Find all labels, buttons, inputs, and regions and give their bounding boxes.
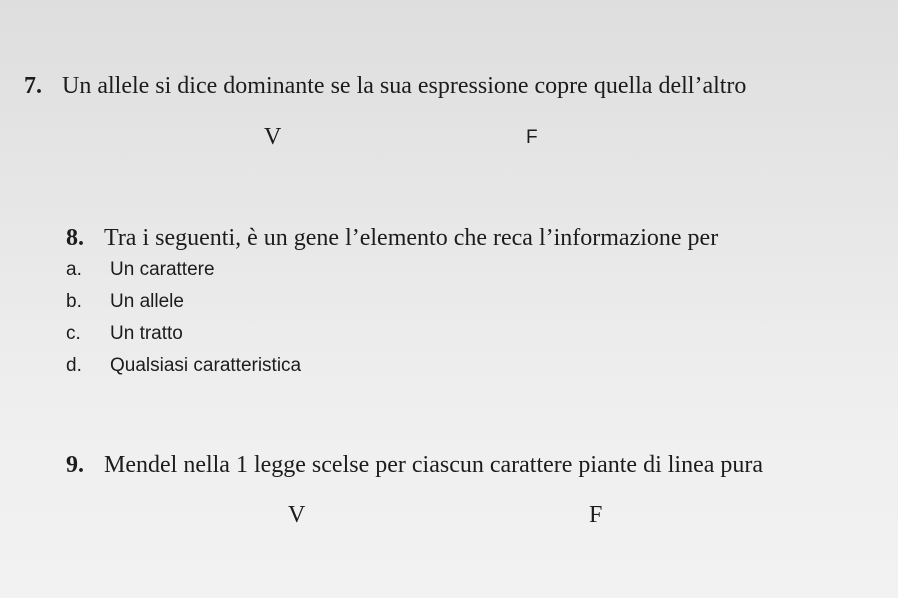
option-d[interactable] bbox=[66, 355, 301, 377]
question-9 bbox=[66, 452, 763, 479]
question-9-true-option[interactable]: V bbox=[288, 502, 306, 528]
question-8-number: 8. bbox=[66, 225, 84, 251]
option-b-text: Un allele bbox=[110, 291, 184, 312]
option-a-letter: a. bbox=[66, 259, 82, 280]
question-7 bbox=[24, 73, 746, 100]
question-7-text: Un allele si dice dominante se la sua espressione copre quella dell’altro bbox=[62, 73, 747, 99]
option-d-text: Qualsiasi caratteristica bbox=[110, 355, 302, 376]
question-7-true-option[interactable]: V bbox=[264, 124, 282, 150]
question-8-text: Tra i seguenti, è un gene l’elemento che reca l’informazione per bbox=[104, 225, 719, 251]
question-7-number: 7. bbox=[24, 73, 42, 99]
option-b[interactable] bbox=[66, 291, 184, 313]
option-c-text: Un tratto bbox=[110, 323, 183, 344]
question-9-number: 9. bbox=[66, 452, 84, 478]
option-a[interactable] bbox=[66, 259, 215, 281]
option-c[interactable] bbox=[66, 323, 183, 345]
question-9-text: Mendel nella 1 legge scelse per ciascun carattere piante di linea pura bbox=[104, 452, 764, 478]
question-9-false-option[interactable]: F bbox=[589, 502, 603, 528]
question-7-false-option[interactable]: F bbox=[526, 127, 538, 148]
option-d-letter: d. bbox=[66, 355, 82, 376]
question-8 bbox=[66, 225, 718, 252]
option-b-letter: b. bbox=[66, 291, 82, 312]
option-a-text: Un carattere bbox=[110, 259, 215, 280]
option-c-letter: c. bbox=[66, 323, 81, 344]
